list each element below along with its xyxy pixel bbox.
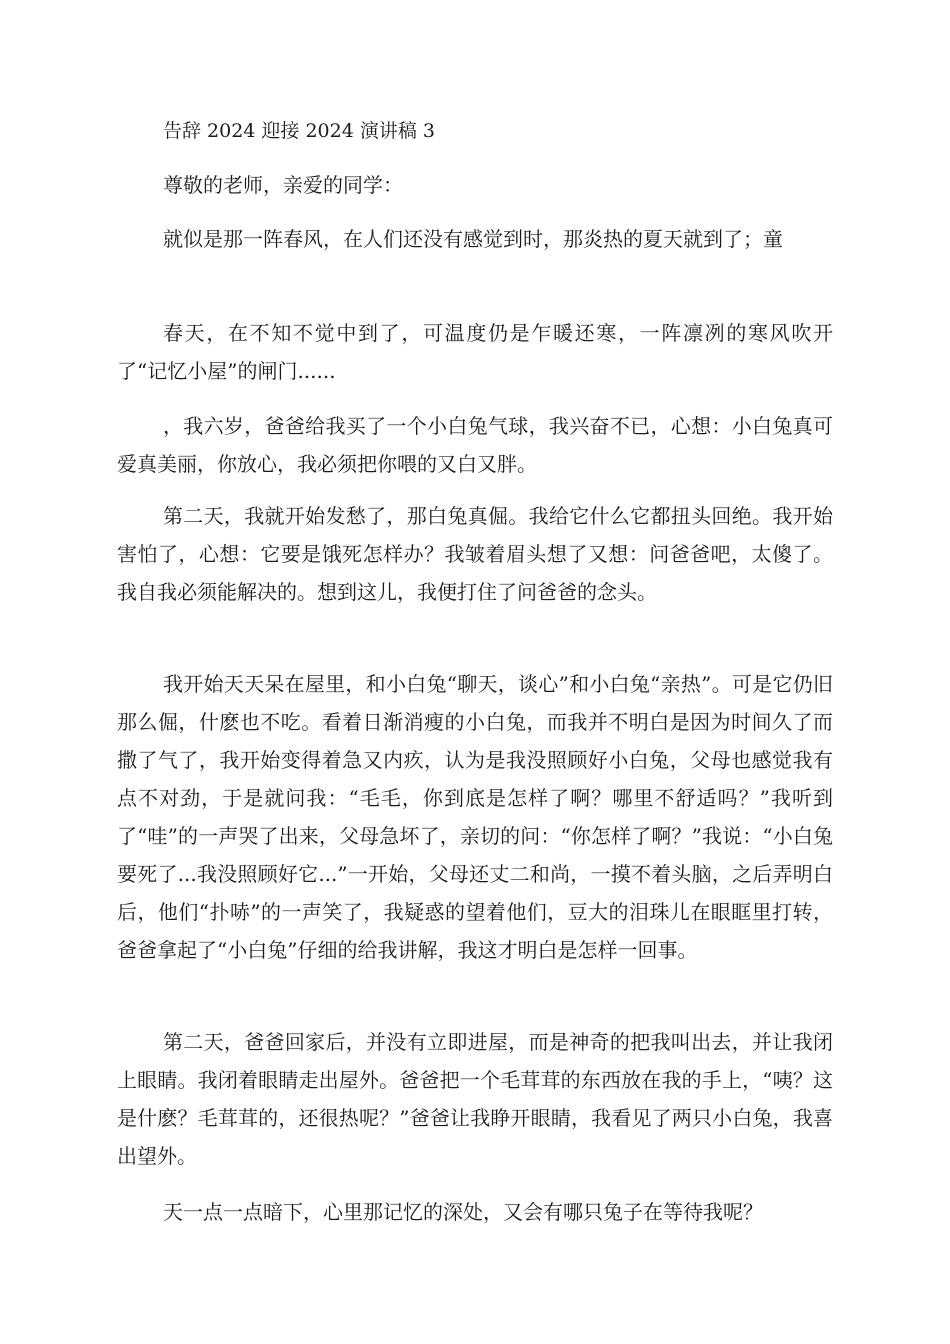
document-title: 告辞 2024 迎接 2024 演讲稿 3: [163, 120, 435, 142]
paragraph-2: 春天，在不知不觉中到了，可温度仍是乍暖还寒，一阵凛冽的寒风吹开了“记忆小屋”的闸门......: [117, 321, 833, 383]
paragraph-4: 第二天，我就开始发愁了，那白兔真倔。我给它什么它都扭头回绝。我开始害怕了，心想：它要是饿死怎样办？我皱着眉头想了又想：问爸爸吧，太傻了。我自我必须能解决的。想到这儿，我便打住了问爸爸的念头。: [117, 504, 833, 604]
paragraph-greeting: 尊敬的老师，亲爱的同学：: [163, 173, 403, 197]
paragraph-5: 我开始天天呆在屋里，和小白兔“聊天，谈心”和小白兔“亲热”。可是它仍旧那么倔，什麽也不吃。看着日渐消瘦的小白兔，而我并不明白是因为时间久了而撒了气了，我开始变得着急又内疚，认为是我没照顾好小白兔，父母也感觉我有点不对劲，于是就问我：“毛毛，你到底是怎样了啊？哪里不舒适吗？”我听到了“哇”的一声哭了出来，父母急坏了，亲切的问：“你怎样了啊？”我说：“小白兔要死了...我没照顾好它...”一开始，父母还丈二和尚，一摸不着头脑，之后弄明白后，他们“扑哧”的一声笑了，我疑惑的望着他们，豆大的泪珠儿在眼眶里打转，爸爸拿起了“小白兔”仔细的给我讲解，我这才明白是怎样一回事。: [117, 672, 833, 962]
paragraph-7: 天一点一点暗下，心里那记忆的深处，又会有哪只兔子在等待我呢？: [163, 1200, 763, 1224]
paragraph-1: 就似是那一阵春风，在人们还没有感觉到时，那炎热的夏天就到了；童: [163, 227, 783, 251]
paragraph-6: 第二天，爸爸回家后，并没有立即进屋，而是神奇的把我叫出去，并让我闭上眼睛。我闭着眼睛走出屋外。爸爸把一个毛茸茸的东西放在我的手上，“咦？这是什麽？毛茸茸的，还很热呢？”爸爸让我睁开眼睛，我看见了两只小白兔，我喜出望外。: [117, 1030, 833, 1168]
paragraph-3: ，我六岁，爸爸给我买了一个小白兔气球，我兴奋不已，心想：小白兔真可爱真美丽，你放心，我必须把你喂的又白又胖。: [117, 414, 833, 476]
